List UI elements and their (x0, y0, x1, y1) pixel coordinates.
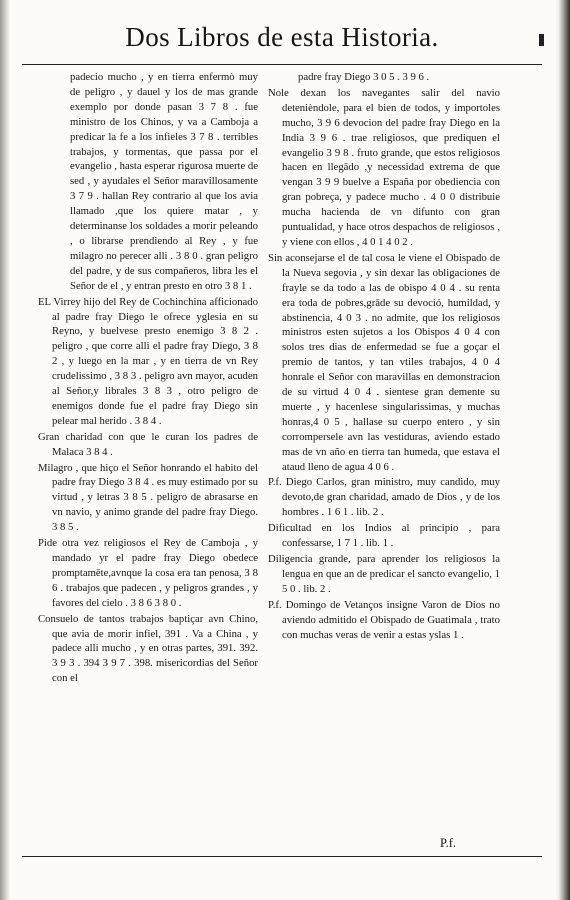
index-entry: P.f. Diego Carlos, gran ministro, muy candido, muy devoto,de gran charidad, amado de Dios , y de los hombres . 1 6 1 . lib. 2 . (268, 476, 500, 519)
catchword: P.f. (440, 836, 456, 850)
index-entry: Pide otra vez religiosos el Rey de Camboja , y mandado yr el padre fray Diego obedece promptamēte,avnque la cosa era tan penosa, 3 8 6 . trabajos que padecen , y peligros grandes , y favores del cielo . 3 8 6 3 8 0 . (38, 537, 258, 609)
index-entry: Dificultad en los Indios al principio , para confessarse, 1 7 1 . lib. 1 . (268, 522, 500, 550)
index-entry: Sin aconsejarse el de tal cosa le viene el Obispado de la Nueva segovia , y sin dexar las obligaciones de frayle se da todo a las de obispo 4 0 4 . su renta era toda de pobres,grāde su devoció, humildad, y abstinencia, 4 0 3 . no admite, que los religiosos ministros esten sujetos a los Obispos 4 0 4 con solos tres dias de enfermedad se fue a goçar el premio de tantos, y tan vtiles trabajos, 4 0 4 honrale el Señor con maravillas en demonstracion de su virtud 4 0 4 . sientese gran demente su muerte , y hacenlese singularissimas, y muchas honras,4 0 5 , hallase su cuerpo entero , y sin corrompersele avn las vestiduras, aviendo estado mas de vn año en tierra tan humeda, que estava el ataud lleno de agua 4 0 6 . (268, 251, 500, 473)
index-entry: padre fray Diego 3 0 5 . 3 9 6 . (298, 71, 430, 83)
left-column (38, 70, 258, 687)
index-entry: EL Virrey hijo del Rey de Cochinchina afficionado al padre fray Diego le ofrece yglesia en su Reyno, y buelvese presto enemigo 3 8 2 . peligro , que corre alli el padre fray Diego, 3 8 2 , y luego en la mar , y en tierra de vn Rey crudelissimo , 3 8 3 . peligro avn mayor, acuden al Señor,y librales 3 8 3 , otro peligro de enemigos donde fue el padre fray Diego sin pelear mal herido . 3 8 4 . (38, 295, 258, 427)
index-entry: Milagro , que hiço el Señor honrando el habito del padre fray Diego 3 8 4 . es muy estimado por su virtud , y letras 3 8 5 . peligro de abrasarse en vn navio, y animo grande del padre fray Diego. 3 8 5 . (38, 461, 258, 534)
right-column (268, 70, 500, 643)
page-edge-left (0, 0, 10, 900)
footer-rule (22, 856, 542, 857)
index-entry: padecio mucho , y en tierra enfermò muy de peligro , y dauel y los de mas grande exemplo por donde pasan 3 7 8 . fue ministro de los Chinos, y va a Camboja a predicar la fe a los infieles 3 7 8 . terribles trabajos, y tormentas, que passa por el evangelio , hasta esperar rigurosa muerte de sed , y ayudales el Señor maravillosamente 3 7 9 . hallan Rey contrario al que los avia llamado ,que los quiere matar , y determinanse los soldades a morir peleando , o librarse prendiendo al Rey , y fue milagro no perecer alli . 3 8 0 . gran peligro del padre, y de sus compañeros, libra les el Señor de el , y entran presto en otro 3 8 1 . (70, 71, 258, 292)
index-entry: Consuelo de tantos trabajos baptiçar avn Chino, que avia de morir infiel, 391 . Va a China , y padece alli mucho , y en otras partes, 391. 392. 3 9 3 . 394 3 9 7 . 398. misericordias del Señor con el (38, 612, 258, 685)
running-header (22, 14, 542, 65)
index-entry: Gran charidad con que le curan los padres de Malaca 3 8 4 . (38, 430, 258, 458)
index-entry: P.f. Domingo de Vetanços insigne Varon de Dios no aviendo admitido el Obispado de Guatimala , trato con muchas veras de venir a estas yslas 1 . (268, 598, 500, 641)
page-edge-right (556, 0, 570, 900)
page-title: Dos Libros de esta Historia. (125, 22, 439, 52)
index-entry: Nole dexan los navegantes salir del navio detenièndole, para el bien de todos, y importoles mucho, 3 9 6 devocion del padre fray Diego en la India 3 9 6 . trae religiosos, que prediquen el evangelio 3 9 8 . fruto grande, que estos religiosos hacen en llegādo ,y necessidad extrema de que vengan 3 9 9 buelve a España por obediencia con gran pobreça, y padece mucho . 4 0 0 distribuie mucha hacienda de vn difunto con gran puntualidad, y hace otros despachos de religiosos , y viene con ellos , 4 0 1 4 0 2 . (268, 86, 500, 248)
index-entry: Diligencia grande, para aprender los religiosos la lengua en que an de predicar el sancto evangelio, 1 5 0 . lib. 2 . (268, 553, 500, 595)
